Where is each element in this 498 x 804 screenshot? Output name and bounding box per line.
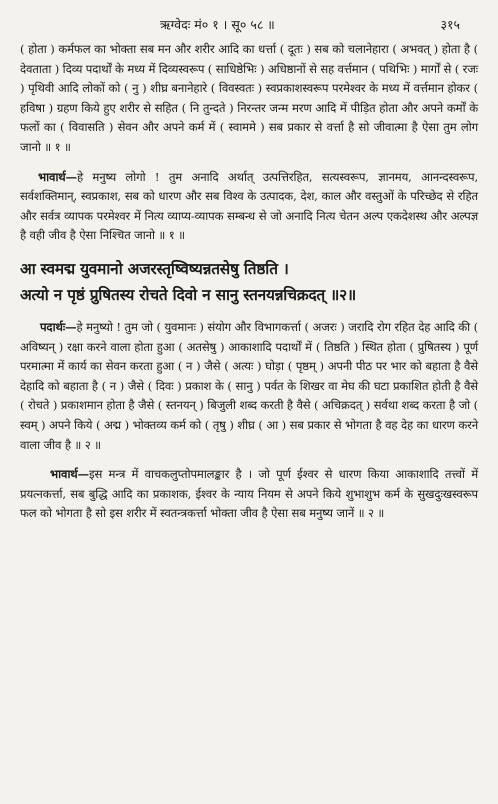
page-number: ३१५ [440, 17, 460, 32]
padartha-2-text: हे मनुष्यो ! तुम जो ( युवमानः ) संयोग और विभागकर्त्ता ( अजरः ) जरादि रोग रहित देह आदि की ( अविष्यन् ) रक्षा करने वाला होता हुआ ( अतसेषु ) आकाशादि पदार्थों में ( तिष्ठति ) स्थित होता ( प्रुषितस्य ) पूर्ण परमात्मा में कार्य का सेवन करता हुआ ( न ) जैसे ( अत्यः ) घोड़ा ( पृष्ठम् ) अपनी पीठ पर भार को बहाता है वैसे देहादि को बहाता है ( न ) जैसे ( दिवः ) प्रकाश के ( सानु ) पर्वत के शिखर वा मेघ की घटा प्रकाशित होती है वैसे ( रोचते ) प्रकाशमान होता है जैसे ( स्तनयन् ) बिजुली शब्द करती है वैसे ( अचिक्रदत् ) सर्वथा शब्द करता है जो ( स्वम् ) अपने किये ( अद्म ) भोक्तव्य कर्म को ( तृषु ) शीघ्र ( आ ) सब प्रकार से भोगता है वह देह का धारण करने वाला जीव है ॥ २ ॥ [20, 319, 478, 452]
bhavartha-1-text: हे मनुष्य लोगो ! तुम अनादि अर्थात् उत्पत्तिरहित, सत्यस्वरूप, ज्ञानमय, आनन्दस्वरूप, सर्वशक्तिमान्, स्वप्रकाश, सब को धारण और सब विश्व के उत्पादक, देश, काल और वस्तुओं के परिच्छेद से रहित और सर्वत्र व्यापक परमेश्वर में नित्य व्याप्य-व्यापक सम्बन्ध से जो अनादि नित्य चेतन अल्प एकदेशस्थ और अल्पज्ञ है वही जीव है ऐसा निश्चित जानो ॥ १ ॥ [20, 169, 478, 243]
mantra-line-1: आ स्वमद्म युवमानो अजरस्तृष्विष्यन्नतसेषु तिष्ठति । [20, 259, 289, 278]
bhavartha-2 [20, 465, 478, 524]
bhavartha-label: भावार्थ— [38, 169, 78, 184]
mantra-verse-2 [20, 256, 478, 308]
bhavartha-2-text: इस मन्त्र में वाचकलुप्तोपमालङ्कार है । जो पूर्ण ईश्वर से धारण किया आकाशादि तत्त्वों में प्रयत्नकर्त्ता, सब बुद्धि आदि का प्रकाशक, ईश्वर के न्याय नियम से अपने किये शुभाशुभ कर्म के सुखदुःखस्वरूप फल को भोगता है सो इस शरीर में स्वतन्त्रकर्त्ता भोक्ता जीव है ऐसा सब मनुष्य जानें ॥ २ ॥ [20, 467, 478, 521]
padartha-label: पदार्थः— [40, 319, 77, 334]
bhavartha-1 [20, 168, 478, 246]
mantra-line-2: अत्यो न पृष्ठं प्रुषितस्य रोचते दिवो न सानु स्तनयन्नचिक्रदत् ॥२॥ [20, 285, 357, 304]
word-meaning-continued: ( होता ) कर्मफल का भोक्ता सब मन और शरीर आदि का धर्त्ता ( दूतः ) सब को चलानेहारा ( अभवत् ) होता है ( देवताता ) दिव्य पदार्थों के मध्य में दिव्यस्वरूप ( साधिष्ठेभिः ) अधिष्ठानों से सह वर्त्तमान ( पथिभिः ) मार्गों से ( रजः ) पृथिवी आदि लोकों को ( नु ) शीघ्र बनानेहारे ( विवस्वतः ) स्वप्रकाशस्वरूप परमेश्वर के मध्य में वर्त्तमान होकर ( हविषा ) ग्रहण किये हुए शरीर से सहित ( नि तुन्दते ) निरन्तर जन्म मरण आदि में पीड़ित होता और अपने कर्मों के फलों का ( विवासति ) सेवन और अपने कर्म में ( स्वाममे ) सब प्रकार से वर्त्ता है सो जीवात्मा है ऐसा तुम लोग जानो ॥ १ ॥ [20, 42, 478, 154]
page-header [20, 12, 478, 36]
padartha-2 [20, 318, 478, 455]
bhavartha-2-label: भावार्थ— [50, 467, 90, 482]
running-head: ऋग्वेदः मं० १ । सू० ५८ ॥ [160, 17, 275, 32]
